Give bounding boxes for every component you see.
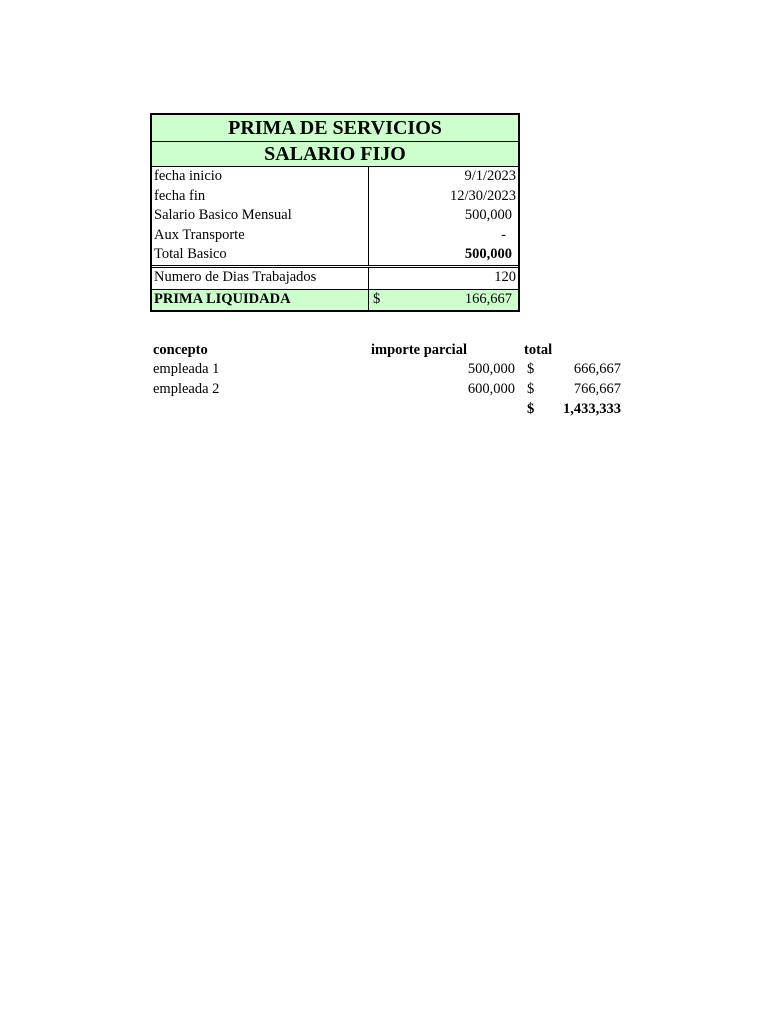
header-total: total (524, 342, 553, 358)
prima-subtitle: SALARIO FIJO (152, 142, 518, 167)
row-aux-transporte (152, 226, 518, 246)
row-label: Total Basico (152, 245, 369, 265)
final-value: 166,667 (464, 290, 512, 307)
grand-total-value: 1,433,333 (563, 401, 621, 417)
importe-cell: 500,000 (467, 361, 515, 377)
concepto-cell: empleada 1 (153, 361, 220, 377)
final-label: PRIMA LIQUIDADA (152, 290, 369, 310)
grand-total-row (153, 399, 633, 419)
prima-servicios-table (150, 113, 520, 312)
row-dias-trabajados (152, 265, 518, 289)
row-label: Numero de Dias Trabajados (152, 268, 369, 289)
header-importe: importe parcial (371, 342, 467, 358)
final-value-cell (369, 290, 518, 310)
row-value: 500,000 (464, 207, 512, 223)
row-label: Salario Basico Mensual (152, 206, 369, 226)
row-label: fecha fin (152, 187, 369, 207)
total-cell: 766,667 (573, 381, 621, 397)
row-value: 500,000 (464, 246, 512, 262)
concepto-header-row (153, 340, 633, 360)
row-prima-liquidada (152, 289, 518, 310)
final-currency: $ (373, 290, 381, 307)
row-value: 120 (494, 268, 516, 285)
table-row (153, 359, 633, 379)
row-salario-basico (152, 206, 518, 226)
row-total-basico (152, 245, 518, 265)
row-value: 9/1/2023 (464, 168, 516, 184)
concepto-cell: empleada 2 (153, 381, 220, 397)
row-fecha-inicio (152, 167, 518, 187)
row-value: - (501, 226, 506, 243)
grand-total-currency: $ (527, 401, 535, 417)
row-label: Aux Transporte (152, 226, 369, 246)
row-fecha-fin (152, 187, 518, 207)
currency-cell: $ (527, 381, 535, 397)
row-value: 12/30/2023 (449, 187, 516, 204)
currency-cell: $ (527, 361, 535, 377)
importe-cell: 600,000 (467, 381, 515, 397)
total-cell: 666,667 (573, 361, 621, 377)
table-row (153, 379, 633, 399)
row-label: fecha inicio (152, 167, 369, 187)
prima-title: PRIMA DE SERVICIOS (152, 115, 518, 142)
header-concepto: concepto (153, 342, 208, 358)
